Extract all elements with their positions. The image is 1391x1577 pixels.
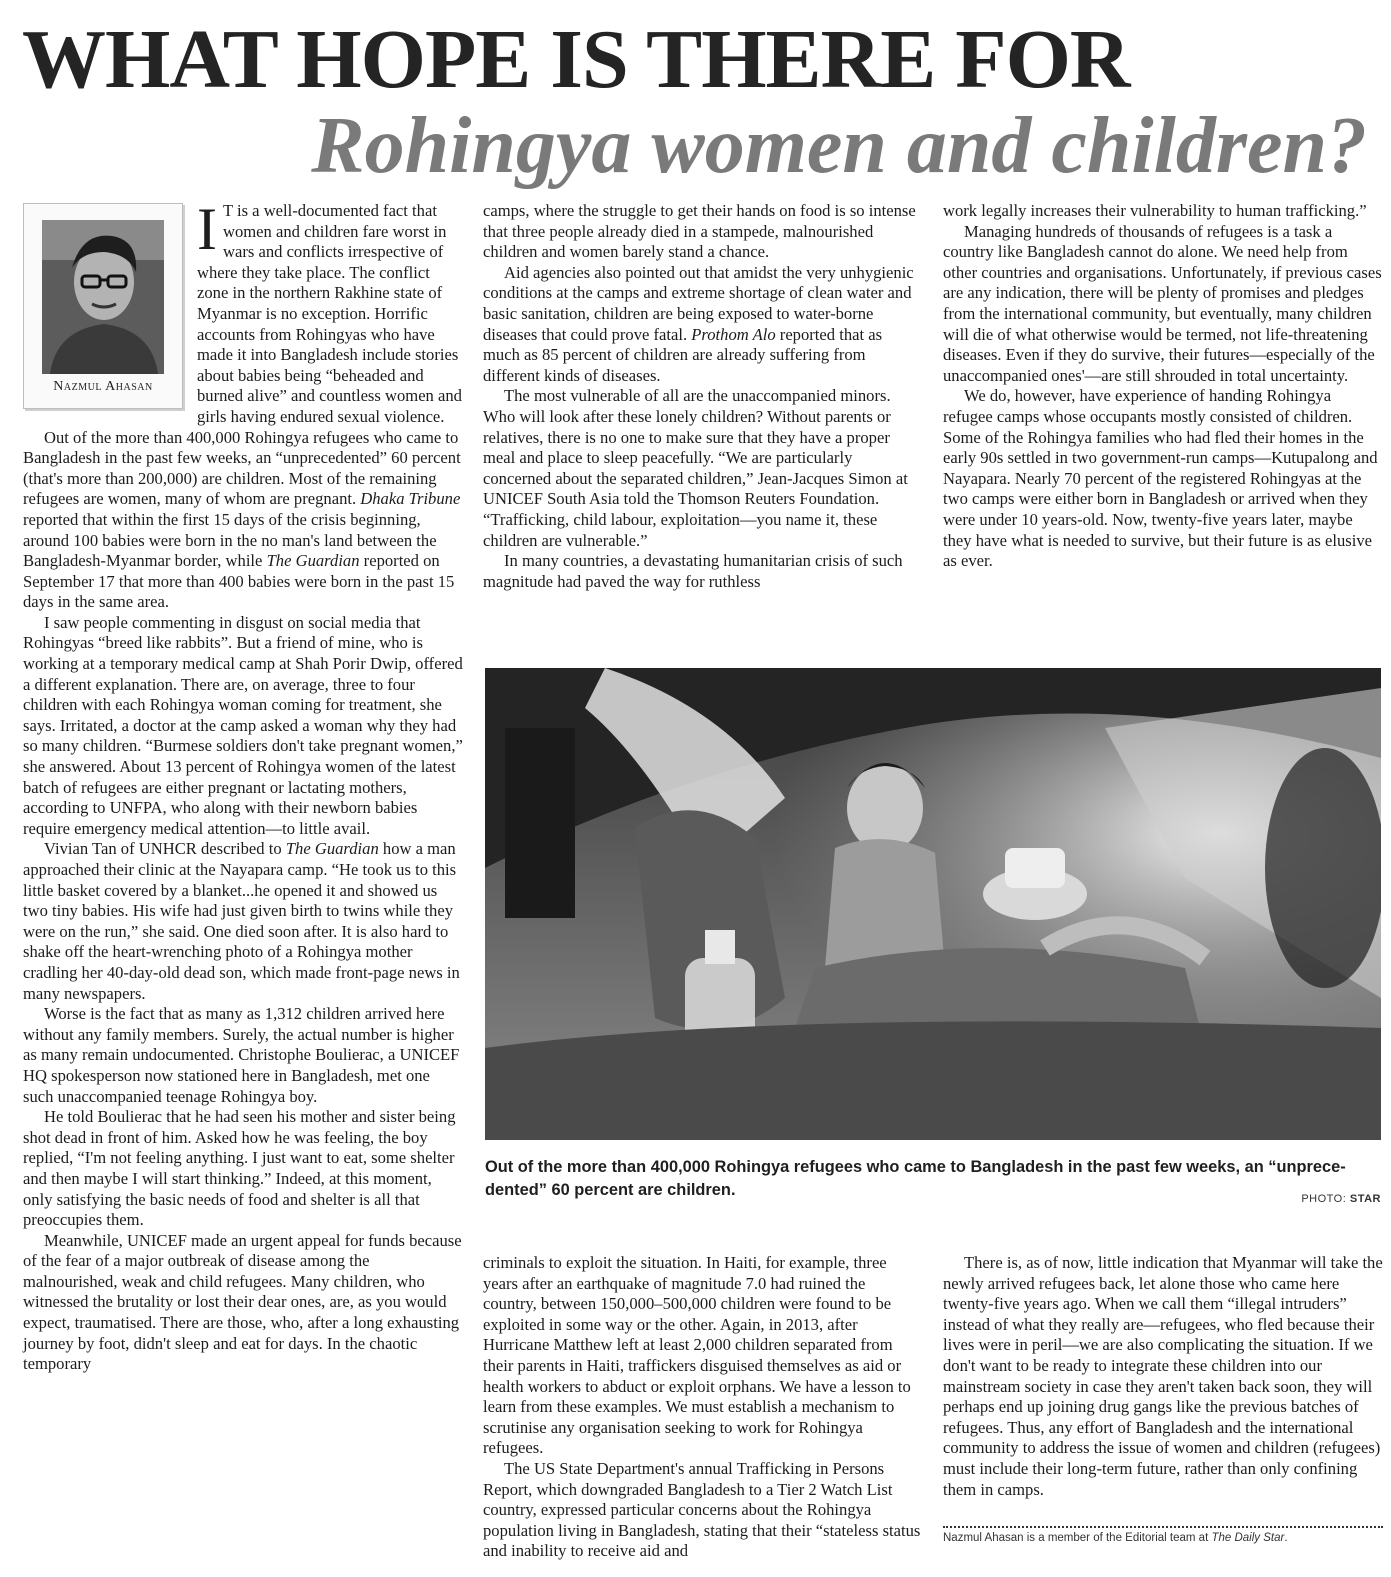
paragraph-16: The US State Department's annual Trafficking in Persons Report, which downgraded Bangladesh to a Tier 2 Watch List country, expressed particular concerns about the Rohingya population living in Bangladesh, stating that their “stateless status and inability to receive aid and [483,1458,921,1561]
paragraph-4: Vivian Tan of UNHCR described to The Guardian how a man approached their clinic at the Nayapara camp. “He took us to this little basket covered by a blanket...he opened it and showed us two tiny babies. His wife had just given birth to twins while they were on the run,” she said. One died soon after. It is also hard to shake off the heart-wrenching photo of a Rohingya mother cradling her 40-day-old dead son, which made front-page news in many newspapers. [23,839,460,1003]
drop-cap: I [197,196,217,262]
author-box [23,203,183,409]
paragraph-6: He told Boulierac that he had seen his mother and sister being shot dead in front of him. Asked how he was feeling, the boy replied, “I'm not feeling anything. I just want to eat, some shelter and then maybe I will start thinking.” Indeed, at this moment, only satisfying the basic needs of food and shelter is all that preoccupies them. [23,1107,456,1230]
headline-line-1: WHAT HOPE IS THERE FOR [22,13,1130,106]
source-the-guardian: The Guardian [266,551,360,571]
author-name: Nazmul Ahasan [53,379,153,395]
source-the-guardian-2: The Guardian [285,839,379,859]
paragraph-8: camps, where the struggle to get their hands on food is so intense that three people already died in a stampede, malnourished children and women barely stand a chance. [483,201,916,262]
paragraph-12: work legally increases their vulnerability to human trafficking.” [943,201,1367,220]
article-column-3 [943,201,1383,572]
paragraph-3: I saw people commenting in disgust on social media that Rohingyas “breed like rabbits”. But a friend of mine, who is working at a temporary medical camp at Shah Porir Dwip, offered a different explanation. There are, on average, three to four children with each Rohingya woman coming for treatment, she says. Irritated, a doctor at the camp asked a woman why they had so many children. “Burmese soldiers don't take pregnant women,” she answered. About 13 percent of Rohingya women of the latest batch of refugees are either pregnant or lactating mothers, according to UNFPA, who along with their newborn babies require emergency medical attention—to little avail. [23,612,463,838]
refugee-tent-photo [485,668,1381,1140]
author-photo [42,220,164,374]
article-column-1 [23,196,463,1375]
paragraph-10: The most vulnerable of all are the unaccompanied minors. Who will look after these lonely children? Without parents or relatives, there is no one to make sure that they have a proper meal and place to sleep peacefully. “We are particularly concerned about the separated children,” Jean-Jacques Simon at UNICEF South Asia told the Thomson Reuters Foundation. “Trafficking, child labour, exploitation—you name it, these children are vulnerable.” [483,386,908,550]
photo-caption: Out of the more than 400,000 Rohingya refugees who came to Bangladesh in the past few weeks, an “unprece-dented” 60 percent are children. [485,1158,1346,1199]
paragraph-14: We do, however, have experience of handing Rohingya refugee camps whose occupants mostly consisted of children. Some of the Rohingya families who had fled their homes in the early 90s settled in two government-run camps—Kutupalong and Nayapara. Nearly 70 percent of the registered Rohingyas at the two camps were either born in Bangladesh or arrived when they were under 10 years-old. Now, twenty-five years later, maybe they have what is needed to survive, but their future is as elusive as ever. [943,386,1378,571]
article-column-2-bottom [483,1253,923,1562]
paragraph-17: There is, as of now, little indication that Myanmar will take the newly arrived refugees back, let alone those who came here twenty-five years ago. When we call them “illegal intruders” instead of what they really are—refugees, who fled because their lives were in peril—we are also complicating the situation. If we don't want to be ready to integrate these children into our mainstream society in case they aren't taken back soon, they will perhaps end up joining drug gangs like the previous batches of refugees. Thus, any effort of Bangladesh and the international community to address the issue of women and children (refugees) must include their long-term future, rather than only confining them in camps. [943,1253,1383,1499]
photo-credit-source: STAR [1349,1193,1381,1205]
source-prothom-alo: Prothom Alo [691,324,776,344]
author-portrait-icon [42,220,164,374]
paragraph-7: Meanwhile, UNICEF made an urgent appeal for funds because of the fear of a major outbreak of disease among the malnourished, weak and child refugees. Many children, who witnessed the brutality or lost their dear ones, are, as you would expect, traumatised. There are those, who, after a long exhausting journey by foot, didn't sleep and eat for days. In the chaotic temporary [23,1230,462,1374]
paragraph-11: In many countries, a devastating humanitarian crisis of such magnitude had paved the way for ruthless [483,551,903,591]
paragraph-9: Aid agencies also pointed out that amidst the very unhygienic conditions at the camps and extreme shortage of clean water and basic sanitation, children are being exposed to water-borne diseases that could prove fatal. Prothom Alo reported that as much as 85 percent of children are already suffering from different kinds of diseases. [483,262,914,385]
paragraph-1: I T is a well-documented fact that women and children fare worst in wars and conflicts irrespective of where they take place. The conflict zone in the northern Rakhine state of Myanmar is no exception. Horrific accounts from Rohingyas who have made it into Bangladesh include stories about babies being “beheaded and burned alive” and countless women and girls having endured sexual violence. [197,196,462,426]
paragraph-2: Out of the more than 400,000 Rohingya refugees who came to Bangladesh in the past few weeks, an “unprecedented” 60 percent (that's more than 200,000) are children. Most of the remaining refugees are women, many of whom are pregnant. Dhaka Tribune reported that within the first 15 days of the crisis beginning, around 100 babies were born in the no man's land between the Bangladesh-Myanmar border, while The Guardian reported on September 17 that more than 400 babies were born in the past 15 days in the same area. [23,427,461,612]
photo-credit: PHOTO: STAR [1301,1193,1381,1205]
article-column-2 [483,201,923,592]
publication-name: The Daily Star [1211,1532,1285,1544]
headline-line-2: Rohingya women and children? [311,102,1367,190]
author-footnote: Nazmul Ahasan is a member of the Editorial team at The Daily Star. [943,1532,1288,1544]
source-dhaka-tribune: Dhaka Tribune [360,489,461,509]
tent-photo-icon [485,668,1381,1140]
paragraph-15: criminals to exploit the situation. In Haiti, for example, three years after an earthquake of magnitude 7.0 had ruined the country, between 150,000–500,000 children were found to be exploited in some way or the other. Again, in 2013, after Hurricane Matthew left at least 2,000 children separated from their parents in Haiti, traffickers disguised themselves as aid or health workers to abduct or exploit orphans. We have a lesson to learn from these examples. We must establish a mechanism to scrutinise any organisation seeking to work for Rohingya refugees. [483,1253,911,1458]
paragraph-5: Worse is the fact that as many as 1,312 children arrived here without any family members. Surely, the actual number is higher as many remain undocumented. Christophe Boulierac, a UNICEF HQ spokesperson now stationed here in Bangladesh, met one such unaccompanied teenage Rohingya boy. [23,1004,460,1106]
paragraph-13: Managing hundreds of thousands of refugees is a task a country like Bangladesh cannot do alone. We need help from other countries and organisations. Unfortunately, if previous cases are any indication, there will be plenty of promises and pledges from the international community, but eventually, many children will die of what otherwise would be termed, not life-threatening diseases. Even if they do survive, their futures—especially of the unaccompanied ones'—are still shrouded in total uncertainty. [943,221,1382,385]
footnote-divider [943,1526,1383,1528]
article-column-3-bottom [943,1253,1383,1500]
